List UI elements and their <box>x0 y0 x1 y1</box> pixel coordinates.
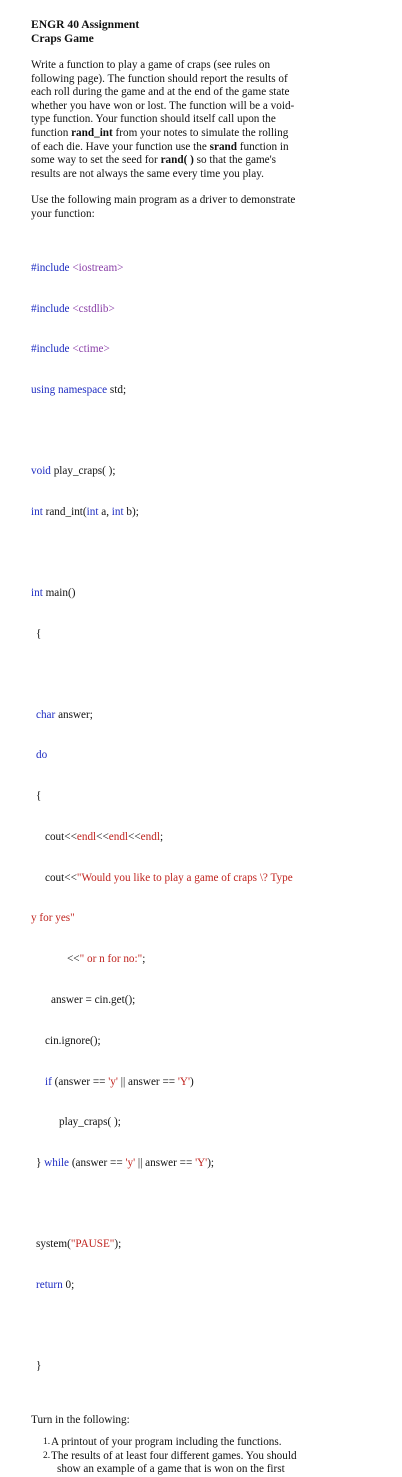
list-item: 1. A printout of your program including the functions. <box>43 1436 282 1449</box>
code-line-if: if (answer == 'y' || answer == 'Y') <box>45 1075 194 1088</box>
code-line-system: system("PAUSE"); <box>36 1238 122 1251</box>
code-line-using: using namespace std; <box>31 384 127 397</box>
turn-in-heading: Turn in the following: <box>31 1413 130 1426</box>
code-listing <box>31 235 381 1401</box>
code-line-include-iostream: #include <iostream> <box>31 261 124 274</box>
code-line-prompt-wrap: y for yes" <box>31 912 75 925</box>
code-line-close-brace: } <box>36 1359 42 1372</box>
code-line-play: play_craps( ); <box>59 1116 121 1129</box>
code-line-cout-endl: cout<<endl<<endl<<endl; <box>45 830 164 843</box>
rand-keyword: rand( ) <box>160 154 194 167</box>
code-line-char: char answer; <box>36 708 93 721</box>
list-item: 2. The results of at least four different games. You should <box>43 1449 297 1462</box>
code-line-include-ctime: #include <ctime> <box>31 343 110 356</box>
assignment-title: Craps Game <box>31 32 94 45</box>
code-line-inner-brace: { <box>36 790 42 803</box>
assignment-page <box>31 18 381 1476</box>
code-line-main: int main() <box>31 586 76 599</box>
code-line-proto-play: void play_craps( ); <box>31 465 116 478</box>
code-line-cout-options: <<" or n for no:"; <box>67 953 146 966</box>
rand-int-keyword: rand_int <box>71 126 113 139</box>
srand-keyword: srand <box>209 140 237 153</box>
code-line-include-cstdlib: #include <cstdlib> <box>31 302 115 315</box>
driver-paragraph: Use the following main program as a driver to demonstrate your function: <box>31 194 296 220</box>
code-line-get: answer = cin.get(); <box>51 994 136 1006</box>
code-line-while: } while (answer == 'y' || answer == 'Y'); <box>36 1157 215 1170</box>
code-line-open-brace: { <box>36 627 42 640</box>
turn-in-list <box>31 1436 381 1476</box>
code-line-proto-rand: int rand_int(int a, int b); <box>31 505 139 518</box>
list-item-cut: show an example of a game that is won on the first <box>57 1463 285 1476</box>
code-line-ignore: cin.ignore(); <box>45 1034 101 1047</box>
code-line-do: do <box>36 749 48 762</box>
code-line-cout-prompt: cout<<"Would you like to play a game of craps \? Type <box>45 871 293 884</box>
course-heading: ENGR 40 Assignment <box>31 18 140 31</box>
intro-paragraph: Write a function to play a game of craps (see rules on following page). The function should report the results of each roll during the game and at the end of the game state whether you have won or lost. The function will be a void- type function. Your function should itself call upon the function rand_int from your notes to simulate the rolling of each die. Have your function use the srand function in some way to set the seed for rand( ) so that the game's results are not always the same every time you play. <box>31 59 295 180</box>
code-line-return: return 0; <box>36 1278 75 1291</box>
